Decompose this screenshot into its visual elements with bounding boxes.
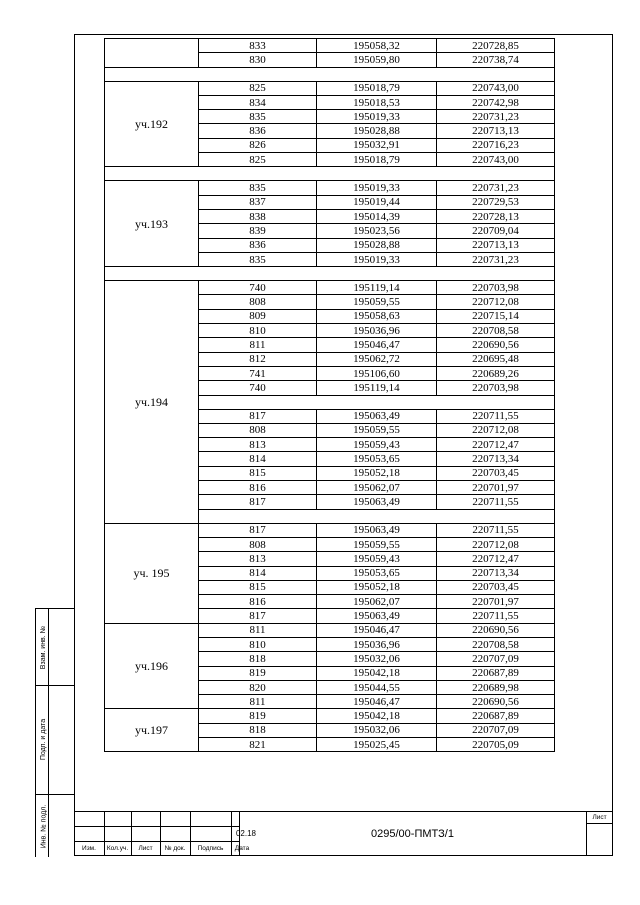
coord-y: 220687,89 bbox=[437, 709, 555, 723]
point-number: 816 bbox=[199, 595, 317, 609]
plot-label: уч.196 bbox=[105, 623, 199, 709]
coord-y: 220701,97 bbox=[437, 481, 555, 495]
coord-x: 195032,06 bbox=[317, 723, 437, 737]
point-number: 835 bbox=[199, 181, 317, 195]
point-number: 811 bbox=[199, 695, 317, 709]
coord-x: 195059,80 bbox=[317, 53, 437, 67]
point-number: 813 bbox=[199, 552, 317, 566]
coord-x: 195053,65 bbox=[317, 566, 437, 580]
coord-y: 220728,13 bbox=[437, 209, 555, 223]
coord-x: 195059,55 bbox=[317, 537, 437, 551]
point-number: 813 bbox=[199, 438, 317, 452]
plot-label: уч.194 bbox=[105, 281, 199, 523]
coord-x: 195036,96 bbox=[317, 324, 437, 338]
point-number: 808 bbox=[199, 295, 317, 309]
coord-x: 195059,55 bbox=[317, 295, 437, 309]
point-number: 834 bbox=[199, 95, 317, 109]
coord-y: 220701,97 bbox=[437, 595, 555, 609]
point-number: 811 bbox=[199, 623, 317, 637]
coord-x: 195036,96 bbox=[317, 637, 437, 651]
plot-label: уч. 195 bbox=[105, 523, 199, 623]
point-number: 741 bbox=[199, 366, 317, 380]
coord-y: 220689,98 bbox=[437, 680, 555, 694]
coord-y: 220708,58 bbox=[437, 324, 555, 338]
coord-y: 220703,45 bbox=[437, 580, 555, 594]
coord-y: 220716,23 bbox=[437, 138, 555, 152]
coord-x: 195042,18 bbox=[317, 709, 437, 723]
point-number: 810 bbox=[199, 637, 317, 651]
coord-y: 220695,48 bbox=[437, 352, 555, 366]
coord-x: 195119,14 bbox=[317, 281, 437, 295]
point-number: 818 bbox=[199, 723, 317, 737]
coord-y: 220738,74 bbox=[437, 53, 555, 67]
coord-x: 195059,55 bbox=[317, 423, 437, 437]
coord-x: 195018,79 bbox=[317, 153, 437, 167]
stamp-header-list: Лист bbox=[138, 845, 153, 852]
coord-y: 220712,08 bbox=[437, 537, 555, 551]
point-number: 814 bbox=[199, 452, 317, 466]
coord-x: 195046,47 bbox=[317, 623, 437, 637]
coord-y: 220711,55 bbox=[437, 523, 555, 537]
coord-x: 195018,79 bbox=[317, 81, 437, 95]
point-number: 740 bbox=[199, 281, 317, 295]
plot-label: уч.193 bbox=[105, 181, 199, 267]
coord-y: 220703,45 bbox=[437, 466, 555, 480]
point-number: 808 bbox=[199, 537, 317, 551]
coord-y: 220708,58 bbox=[437, 637, 555, 651]
side-stamp bbox=[35, 608, 75, 857]
side-label-inv: Инв. № подл. bbox=[40, 804, 48, 848]
coord-y: 220703,98 bbox=[437, 381, 555, 395]
plot-label bbox=[105, 39, 199, 68]
coord-y: 220715,14 bbox=[437, 309, 555, 323]
coord-x: 195063,49 bbox=[317, 609, 437, 623]
stamp-header-izm: Изм. bbox=[82, 845, 96, 852]
point-number: 814 bbox=[199, 566, 317, 580]
point-number: 819 bbox=[199, 709, 317, 723]
stamp-header-data: Дата bbox=[234, 845, 250, 852]
coord-x: 195063,49 bbox=[317, 409, 437, 423]
coord-x: 195059,43 bbox=[317, 438, 437, 452]
coord-x: 195059,43 bbox=[317, 552, 437, 566]
point-number: 817 bbox=[199, 609, 317, 623]
coord-x: 195025,45 bbox=[317, 738, 437, 752]
spacer-row bbox=[105, 67, 555, 81]
stamp-header-kolvo: Кол.уч. bbox=[106, 845, 129, 852]
coord-x: 195106,60 bbox=[317, 366, 437, 380]
coord-y: 220731,23 bbox=[437, 181, 555, 195]
point-number: 835 bbox=[199, 110, 317, 124]
plot-label: уч.192 bbox=[105, 81, 199, 167]
coord-x: 195019,33 bbox=[317, 181, 437, 195]
point-number: 825 bbox=[199, 153, 317, 167]
coord-y: 220712,08 bbox=[437, 423, 555, 437]
coord-y: 220728,85 bbox=[437, 39, 555, 53]
point-number: 817 bbox=[199, 409, 317, 423]
coord-x: 195062,07 bbox=[317, 595, 437, 609]
coord-x: 195063,49 bbox=[317, 495, 437, 509]
coord-x: 195046,47 bbox=[317, 338, 437, 352]
table-row bbox=[105, 523, 555, 537]
coord-y: 220712,47 bbox=[437, 438, 555, 452]
spacer-row bbox=[105, 167, 555, 181]
coord-y: 220707,09 bbox=[437, 652, 555, 666]
coord-x: 195023,56 bbox=[317, 224, 437, 238]
point-number: 740 bbox=[199, 381, 317, 395]
coord-y: 220690,56 bbox=[437, 695, 555, 709]
point-number: 825 bbox=[199, 81, 317, 95]
stamp-header-ndok: № док. bbox=[164, 845, 186, 852]
coord-x: 195028,88 bbox=[317, 124, 437, 138]
coord-x: 195014,39 bbox=[317, 209, 437, 223]
coord-y: 220711,55 bbox=[437, 609, 555, 623]
coord-x: 195119,14 bbox=[317, 381, 437, 395]
coord-y: 220713,34 bbox=[437, 566, 555, 580]
stamp-header-podpis: Подпись bbox=[197, 845, 224, 852]
point-number: 820 bbox=[199, 680, 317, 694]
point-number: 838 bbox=[199, 209, 317, 223]
point-number: 810 bbox=[199, 324, 317, 338]
coord-y: 220731,23 bbox=[437, 110, 555, 124]
coord-x: 195058,63 bbox=[317, 309, 437, 323]
point-number: 819 bbox=[199, 666, 317, 680]
stamp-date: 02.18 bbox=[235, 829, 257, 838]
coord-x: 195019,33 bbox=[317, 110, 437, 124]
coord-x: 195062,07 bbox=[317, 481, 437, 495]
point-number: 836 bbox=[199, 238, 317, 252]
coord-y: 220711,55 bbox=[437, 409, 555, 423]
table-row bbox=[105, 39, 555, 53]
coord-y: 220689,26 bbox=[437, 366, 555, 380]
side-label-vzam: Взам. инв. № bbox=[40, 625, 47, 669]
point-number: 815 bbox=[199, 466, 317, 480]
point-number: 830 bbox=[199, 53, 317, 67]
table-row bbox=[105, 281, 555, 295]
point-number: 812 bbox=[199, 352, 317, 366]
coord-y: 220731,23 bbox=[437, 252, 555, 266]
coord-y: 220690,56 bbox=[437, 338, 555, 352]
point-number: 835 bbox=[199, 252, 317, 266]
coord-x: 195062,72 bbox=[317, 352, 437, 366]
coord-x: 195052,18 bbox=[317, 580, 437, 594]
point-number: 833 bbox=[199, 39, 317, 53]
coord-y: 220729,53 bbox=[437, 195, 555, 209]
table-row bbox=[105, 181, 555, 195]
coord-y: 220712,08 bbox=[437, 295, 555, 309]
coord-y: 220709,04 bbox=[437, 224, 555, 238]
coord-y: 220743,00 bbox=[437, 153, 555, 167]
coordinates-table bbox=[104, 38, 555, 752]
coord-x: 195032,91 bbox=[317, 138, 437, 152]
coord-x: 195018,53 bbox=[317, 95, 437, 109]
coord-y: 220742,98 bbox=[437, 95, 555, 109]
coord-x: 195032,06 bbox=[317, 652, 437, 666]
stamp-sheet-label: Лист bbox=[592, 813, 607, 821]
coord-y: 220713,13 bbox=[437, 238, 555, 252]
coord-y: 220711,55 bbox=[437, 495, 555, 509]
table-row bbox=[105, 81, 555, 95]
coord-y: 220690,56 bbox=[437, 623, 555, 637]
point-number: 821 bbox=[199, 738, 317, 752]
coord-y: 220687,89 bbox=[437, 666, 555, 680]
coord-y: 220703,98 bbox=[437, 281, 555, 295]
coord-x: 195044,55 bbox=[317, 680, 437, 694]
coord-y: 220713,34 bbox=[437, 452, 555, 466]
coord-x: 195063,49 bbox=[317, 523, 437, 537]
point-number: 817 bbox=[199, 523, 317, 537]
point-number: 836 bbox=[199, 124, 317, 138]
title-block bbox=[74, 811, 613, 856]
coord-x: 195019,33 bbox=[317, 252, 437, 266]
coord-y: 220713,13 bbox=[437, 124, 555, 138]
plot-label: уч.197 bbox=[105, 709, 199, 752]
point-number: 818 bbox=[199, 652, 317, 666]
table-row bbox=[105, 623, 555, 637]
point-number: 826 bbox=[199, 138, 317, 152]
coord-y: 220743,00 bbox=[437, 81, 555, 95]
point-number: 816 bbox=[199, 481, 317, 495]
coord-y: 220707,09 bbox=[437, 723, 555, 737]
coord-x: 195019,44 bbox=[317, 195, 437, 209]
point-number: 817 bbox=[199, 495, 317, 509]
coord-x: 195058,32 bbox=[317, 39, 437, 53]
coord-y: 220712,47 bbox=[437, 552, 555, 566]
coord-x: 195046,47 bbox=[317, 695, 437, 709]
coord-y: 220705,09 bbox=[437, 738, 555, 752]
point-number: 837 bbox=[199, 195, 317, 209]
document-code: 0295/00-ПМТЗ/1 bbox=[371, 827, 454, 840]
spacer-row bbox=[105, 267, 555, 281]
point-number: 809 bbox=[199, 309, 317, 323]
coord-x: 195053,65 bbox=[317, 452, 437, 466]
point-number: 839 bbox=[199, 224, 317, 238]
coord-x: 195042,18 bbox=[317, 666, 437, 680]
point-number: 811 bbox=[199, 338, 317, 352]
coord-x: 195028,88 bbox=[317, 238, 437, 252]
table-row bbox=[105, 709, 555, 723]
point-number: 808 bbox=[199, 423, 317, 437]
point-number: 815 bbox=[199, 580, 317, 594]
coord-x: 195052,18 bbox=[317, 466, 437, 480]
side-label-podp: Подп. и дата bbox=[40, 718, 48, 761]
